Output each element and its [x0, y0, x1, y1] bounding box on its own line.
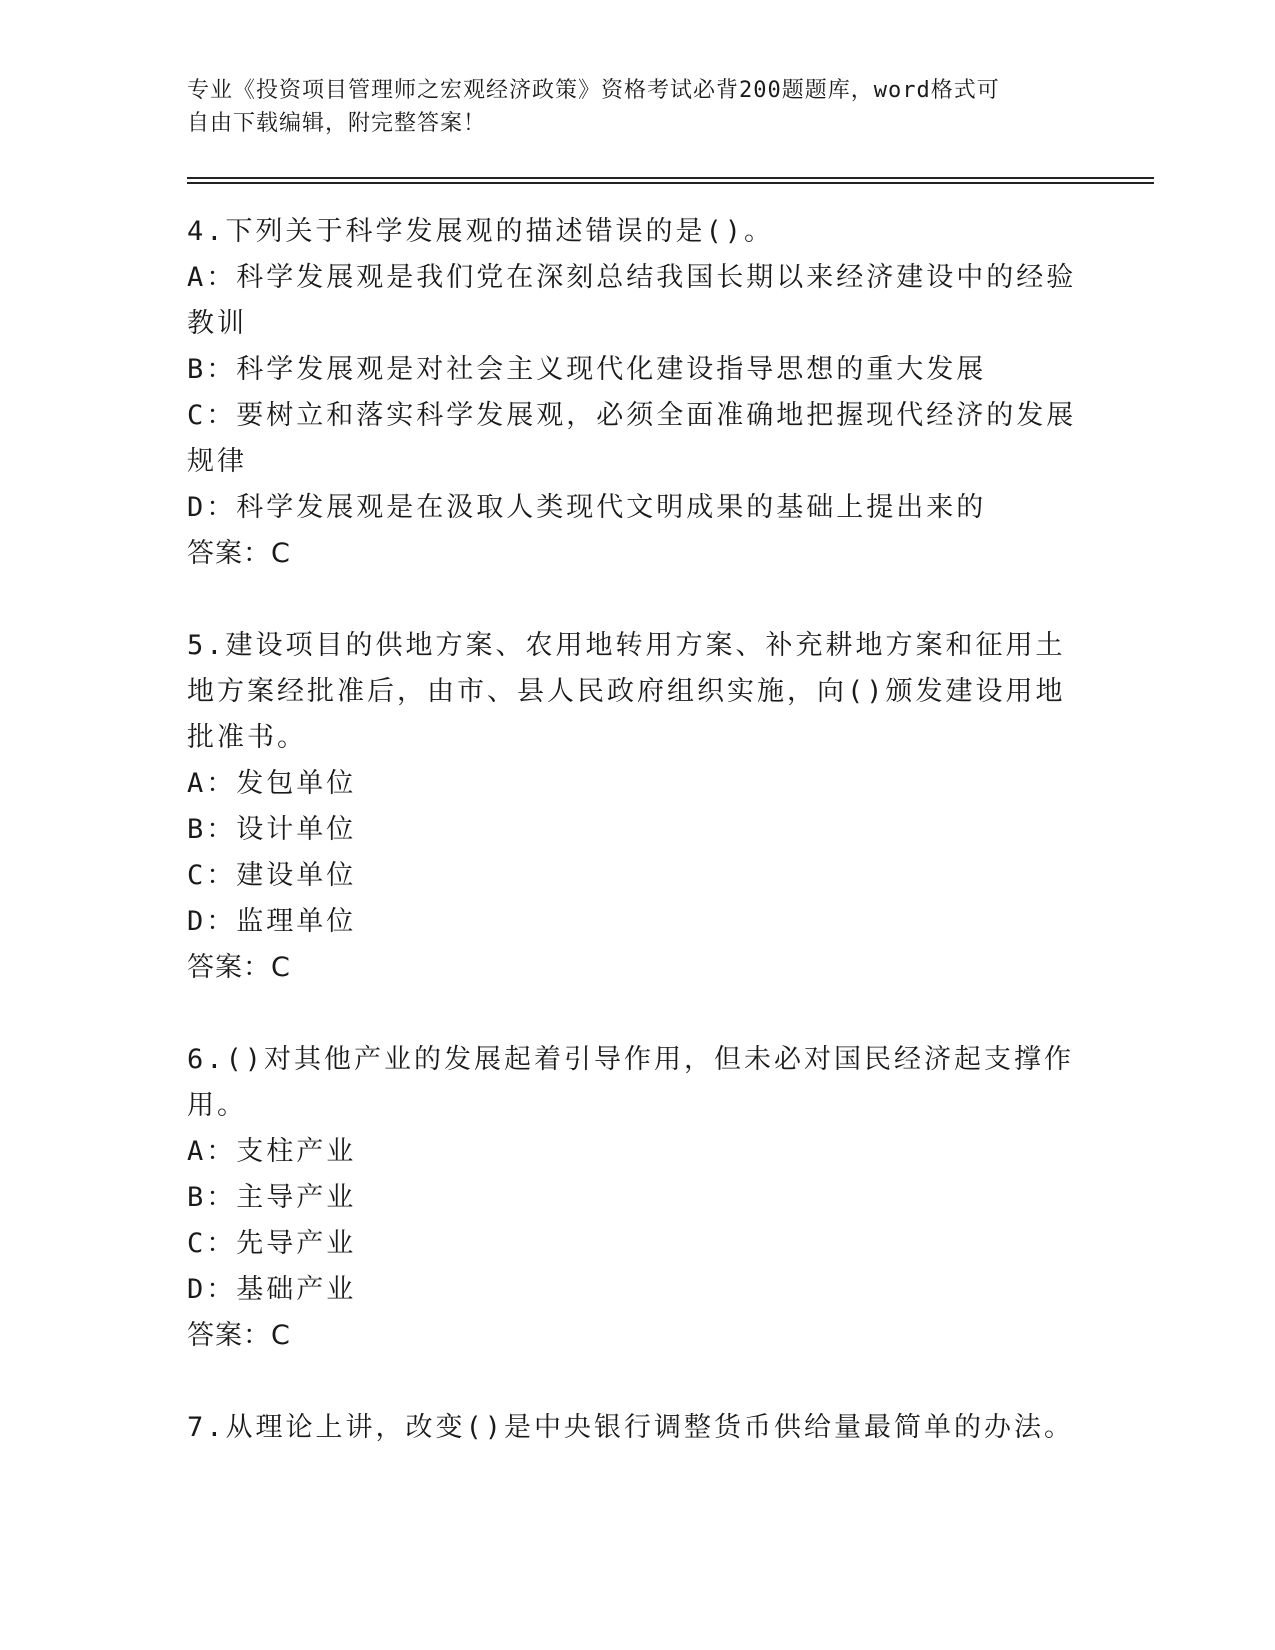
- document-header: [187, 74, 1087, 140]
- question-6: [187, 1037, 1087, 1359]
- question-list: [187, 209, 1087, 1497]
- option-d: D：监理单位: [187, 906, 357, 937]
- option-b: B：主导产业: [187, 1182, 357, 1213]
- option-a: A：科学发展观是我们党在深刻总结我国长期以来经济建设中的经验教训: [187, 262, 1077, 339]
- question-text: 6.()对其他产业的发展起着引导作用，但未必对国民经济起支撑作用。: [187, 1044, 1075, 1121]
- question-4: [187, 209, 1087, 577]
- header-rule-top: [187, 177, 1154, 179]
- answer: 答案：C: [187, 952, 291, 983]
- question-5: [187, 623, 1087, 991]
- header-rule-bottom: [187, 182, 1154, 184]
- option-d: D：基础产业: [187, 1274, 357, 1305]
- question-text: 5.建设项目的供地方案、农用地转用方案、补充耕地方案和征用土地方案经批准后，由市、县人民政府组织实施，向()颁发建设用地批准书。: [187, 630, 1066, 753]
- option-b: B：科学发展观是对社会主义现代化建设指导思想的重大发展: [187, 354, 987, 385]
- answer: 答案：C: [187, 1320, 291, 1351]
- option-c: C：要树立和落实科学发展观，必须全面准确地把握现代经济的发展规律: [187, 400, 1077, 477]
- question-7: [187, 1405, 1087, 1451]
- question-text: 4.下列关于科学发展观的描述错误的是()。: [187, 216, 775, 247]
- option-b: B：设计单位: [187, 814, 357, 845]
- option-a: A：发包单位: [187, 768, 357, 799]
- answer: 答案：C: [187, 538, 291, 569]
- option-c: C：先导产业: [187, 1228, 357, 1259]
- header-line-1: 专业《投资项目管理师之宏观经济政策》资格考试必背200题题库，word格式可: [187, 78, 1000, 103]
- option-c: C：建设单位: [187, 860, 357, 891]
- question-text: 7.从理论上讲，改变()是中央银行调整货币供给量最简单的办法。: [187, 1412, 1075, 1443]
- header-line-2: 自由下载编辑，附完整答案！: [187, 111, 487, 136]
- option-a: A：支柱产业: [187, 1136, 357, 1167]
- option-d: D：科学发展观是在汲取人类现代文明成果的基础上提出来的: [187, 492, 987, 523]
